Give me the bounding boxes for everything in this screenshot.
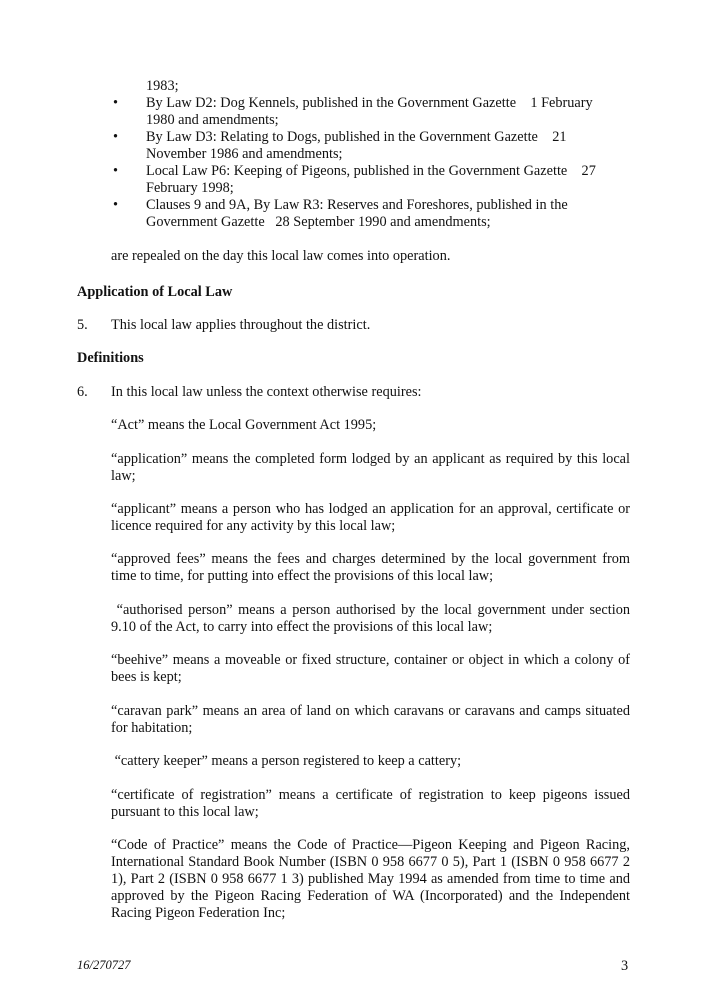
definition-authorised-person: “authorised person” means a person authorised by the local government under section 9.10 of the Act, to carry into effect the provisions of this local law; (111, 602, 630, 635)
list-item-line: By Law D2: Dog Kennels, published in the Government Gazette 1 February (146, 95, 593, 111)
definition-caravan-park: “caravan park” means an area of land on which caravans or caravans and camps situated for habitation; (111, 703, 630, 736)
definition-certificate-of-registration: “certificate of registration” means a certificate of registration to keep pigeons issued pursuant to this local law; (111, 787, 630, 820)
list-item-line: Government Gazette 28 September 1990 and amendments; (146, 214, 491, 230)
section-heading-application: Application of Local Law (77, 284, 233, 300)
clause-intro-6: In this local law unless the context otherwise requires: (111, 384, 422, 400)
list-item-line: Local Law P6: Keeping of Pigeons, published in the Government Gazette 27 (146, 163, 596, 179)
clause-number-6: 6. (77, 384, 88, 400)
list-item (0, 197, 630, 231)
footer-page-number: 3 (621, 958, 629, 974)
definition-beehive: “beehive” means a moveable or fixed structure, container or object in which a colony of bees is kept; (111, 652, 630, 685)
section-heading-definitions: Definitions (77, 350, 144, 366)
footer-document-reference: 16/270727 (77, 958, 131, 972)
list-item-line: February 1998; (146, 180, 234, 196)
list-item-line: November 1986 and amendments; (146, 146, 343, 162)
list-item (0, 163, 630, 197)
list-item-line: 1980 and amendments; (146, 112, 279, 128)
definition-applicant: “applicant” means a person who has lodged an application for an approval, certificate or licence required for any activity by this local law; (111, 501, 630, 534)
definition-act: “Act” means the Local Government Act 1995; (111, 417, 377, 433)
definition-cattery-keeper: “cattery keeper” means a person registered to keep a cattery; (111, 753, 462, 769)
clause-number-5: 5. (77, 317, 88, 333)
list-item-line: Clauses 9 and 9A, By Law R3: Reserves and Foreshores, published in the (146, 197, 568, 213)
bullet-icon: • (113, 95, 119, 111)
list-item (0, 95, 630, 129)
repealed-laws-list (0, 95, 706, 231)
definition-approved-fees: “approved fees” means the fees and charges determined by the local government from time to time, for putting into effect the provisions of this local law; (111, 551, 630, 584)
clause-text-5: This local law applies throughout the district. (111, 317, 371, 333)
continuation-text: 1983; (146, 78, 179, 94)
bullet-icon: • (113, 197, 119, 213)
definition-code-of-practice: “Code of Practice” means the Code of Practice—Pigeon Keeping and Pigeon Racing, International Standard Book Number (ISBN 0 958 6677 0 5), Part 1 (ISBN 0 958 6677 2 1), Part 2 (ISBN 0 958 6677 1 3) published May 1994 as amended from time to time and approved by the Pigeon Racing Federation of WA (Incorporated) and the Independent Racing Pigeon Federation Inc; (111, 837, 630, 921)
list-item (0, 129, 630, 163)
definition-application: “application” means the completed form lodged by an applicant as required by this local law; (111, 451, 630, 484)
bullet-icon: • (113, 163, 119, 179)
list-item-line: By Law D3: Relating to Dogs, published in the Government Gazette 21 (146, 129, 567, 145)
repeal-statement: are repealed on the day this local law comes into operation. (111, 248, 451, 264)
bullet-icon: • (113, 129, 119, 145)
